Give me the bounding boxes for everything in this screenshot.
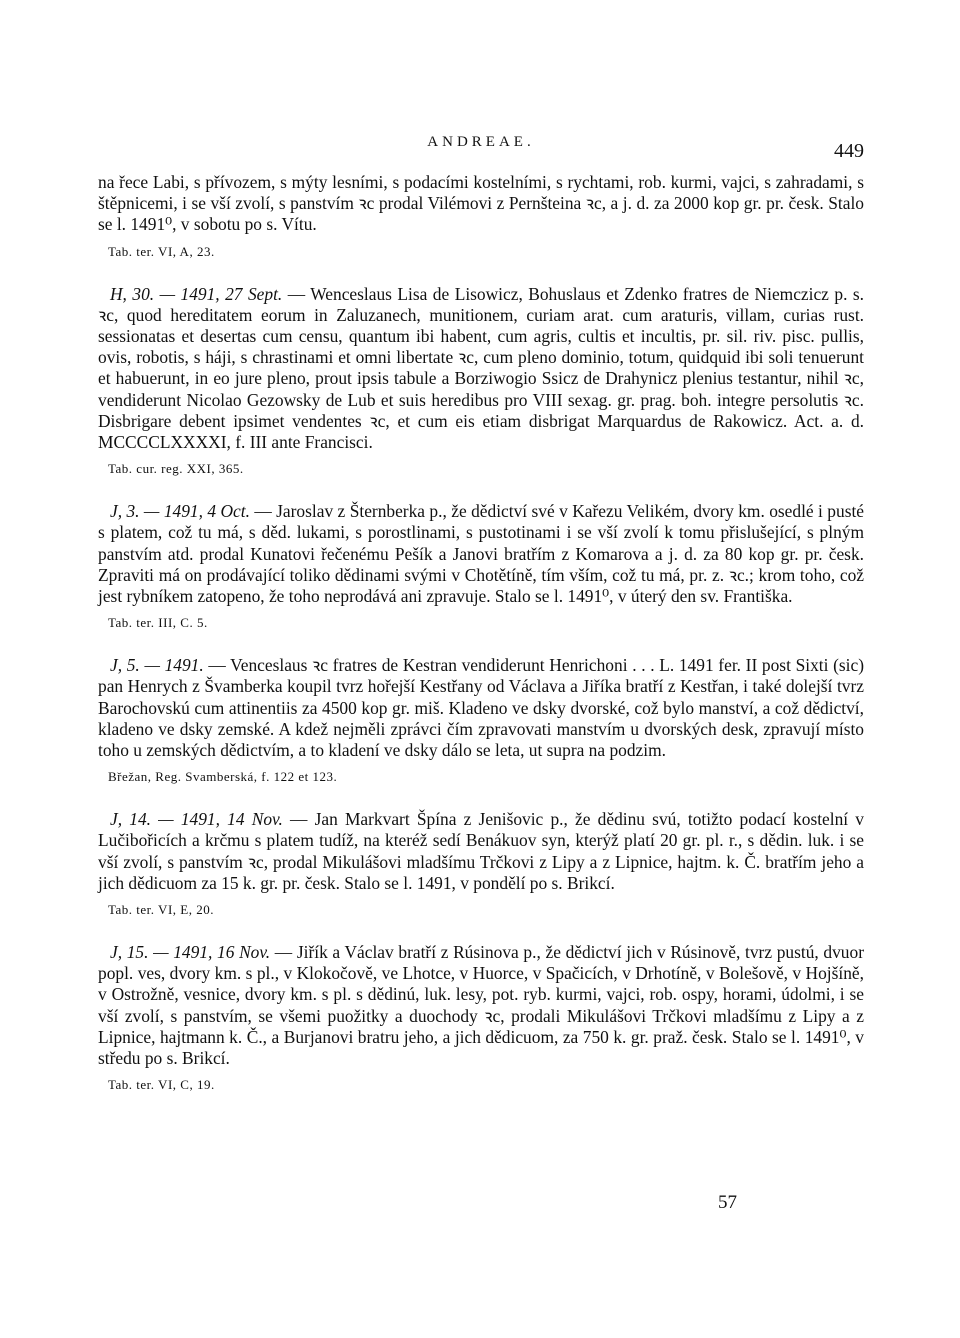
entry-text: — Jaroslav z Šternberka p., že dědictví své v Kařezu Velikém, dvory km. osedlé i pusté s platem, což tu má, s děd. lukami, s porostlinami, s pustotinami i se vší zvolí k tomu přislušející, s plným panstvím atd. prodal Kunatovi řečenému Pešík a Janovi bratřím z Komarova a j. d. za 80 kop gr. pr. česk. Zpraviti má on prodávající toliko dědinami svými v Chotětíně, tím vším, což tu má, pr. z. ꝛc.; krom toho, což jest rybníkem zatopeno, že toho neprodává ani zpravuje. Stalo se l. 1491⁰, v úterý den sv. Františka. <box>98 501 865 607</box>
entry <box>98 501 864 631</box>
entry-source: Tab. ter. VI, E, 20. <box>108 902 214 918</box>
entry-head: J, 5. — 1491. <box>110 655 204 676</box>
entry-head: J, 14. — 1491, 14 Nov. <box>110 809 283 830</box>
entry-paragraph <box>98 809 864 894</box>
body-text <box>98 172 864 1093</box>
entry <box>98 809 864 918</box>
entry-source: Břežan, Reg. Svamberská, f. 122 et 123. <box>108 769 338 785</box>
entry-head: J, 15. — 1491, 16 Nov. <box>110 942 271 963</box>
running-head: ANDREAE. <box>427 134 535 150</box>
entry-text: — Venceslaus ꝛc fratres de Kestran vendiderunt Henrichoni . . . L. 1491 fer. II post Sixti (sic) pan Henrych z Švamberka koupil tvrz hořejší Kestřany od Václava a Jiříka bratří z Kestřan, i také dolejší tvrz Barochovskú cum attinentiis za 4500 kop gr. miš. Kladeno ve dsky dvorské, což bylo manství, a což dědictví, kladeno ve dsky zemské. A kdež nejměli zprávci čím zpravovati manstvím u dvorských desk, zpravují místo toho u zemských dědictvím, a to kladení ve dsky dálo se leta, ut supra na podzim. <box>98 655 864 761</box>
entry-source: Tab. ter. III, C. 5. <box>108 615 208 631</box>
signature-mark: 57 <box>718 1192 737 1213</box>
entry <box>98 284 864 478</box>
intro-paragraph: na řece Labi, s přívozem, s mýty lesními, s podacími kostelními, s rychtami, rob. kurmi, vajci, s zahradami, s štěpnicemi, i se vší zvolí, s panstvím ꝛc prodal Vilémovi z Pernšteina ꝛc, a j. d. za 2000 kop gr. pr. česk. Stalo se l. 1491⁰, v sobotu po s. Vítu. <box>98 172 864 235</box>
entry-head: H, 30. — 1491, 27 Sept. <box>110 283 283 304</box>
entry-source: Tab. cur. reg. XXI, 365. <box>108 461 244 477</box>
entry-paragraph <box>98 942 864 1069</box>
intro-source: Tab. ter. VI, A, 23. <box>108 243 215 259</box>
intro-block <box>98 172 864 260</box>
entry-paragraph <box>98 501 864 607</box>
entry-text: — Jiřík a Václav bratří z Rúsinova p., že dědictví jich v Rúsinově, tvrz pustú, dvuor popl. ves, dvory km. s pl., v Klokočově, ve Lhotce, v Huorce, v Spačicích, v Drhotíně, v Bolešově, v Hojšíně, v Ostrožně, vesnice, dvory km. s pl. s dědinú, luk. lesy, pot. ryb. kurmi, vajci, rob. ospy, horami, údolmi, i se vší zvolí, s panstvím, se všemi puožitky a duochody ꝛc, prodali Mikulášovi Trčkovi mladšímu z Lipy a z Lipnice, hajtmann k. Č., a Burjanovi bratru jeho, a jich dědicuom, za 750 k. gr. praž. česk. Stalo se l. 1491⁰, v středu po s. Brikcí. <box>98 942 864 1069</box>
page-number: 449 <box>834 140 864 162</box>
entry-text: — Wenceslaus Lisa de Lisowicz, Bohuslaus et Zdenko fratres de Niemczicz p. s. ꝛc, quod hereditatem eorum in Zaluzanech, munitionem, curiam arat. cum araturis, villam, curias rust. sessionatas et desertas cum censu, quantum ibi habent, cum agris, cultis et incultis, pr. sil. riv. pisc. pullis, ovis, robotis, s háji, s chrastinami et omni libertate ꝛc, cum pleno dominio, totum, quidquid ibi soli tenuerunt et habuerunt, in eo jure pleno, prout ipsis tabule a Borziwogio Ssicz de Drahynicz plenius testantur, nihil ꝛc, vendiderunt Nicolao Gezowsky de Lub et suis heredibus pro VIII sexag. gr. prag. boh. integre persolutis ꝛc. Disbrigare debent ipsimet vendentes ꝛc, et cum eis etiam disbrigat Marquardus de Rakowicz. Act. a. d. MCCCCLXXXXI, f. III ante Francisci. <box>98 283 864 453</box>
entry-head: J, 3. — 1491, 4 Oct. <box>110 501 250 522</box>
entry <box>98 942 864 1093</box>
entry-source: Tab. ter. VI, C, 19. <box>108 1077 215 1093</box>
entry <box>98 655 864 785</box>
entry-paragraph <box>98 284 864 454</box>
entry-paragraph <box>98 655 864 761</box>
entry-text: — Jan Markvart Špína z Jenišovic p., že dědinu svú, totižto podací kostelní v Lučibořicích a krčmu s platem tudíž, na kteréž sedí Benákuov syn, kterýž platí 20 gr. pl. r., s dědin. luk. i se vší zvolí, s panstvím ꝛc, prodal Mikulášovi mladšímu Trčkovi z Lipy a z Lipnice, hajtm. k. Č. bratřím jeho a jich dědicuom za 15 k. gr. pr. česk. Stalo se l. 1491, v pondělí po s. Brikcí. <box>98 809 864 893</box>
